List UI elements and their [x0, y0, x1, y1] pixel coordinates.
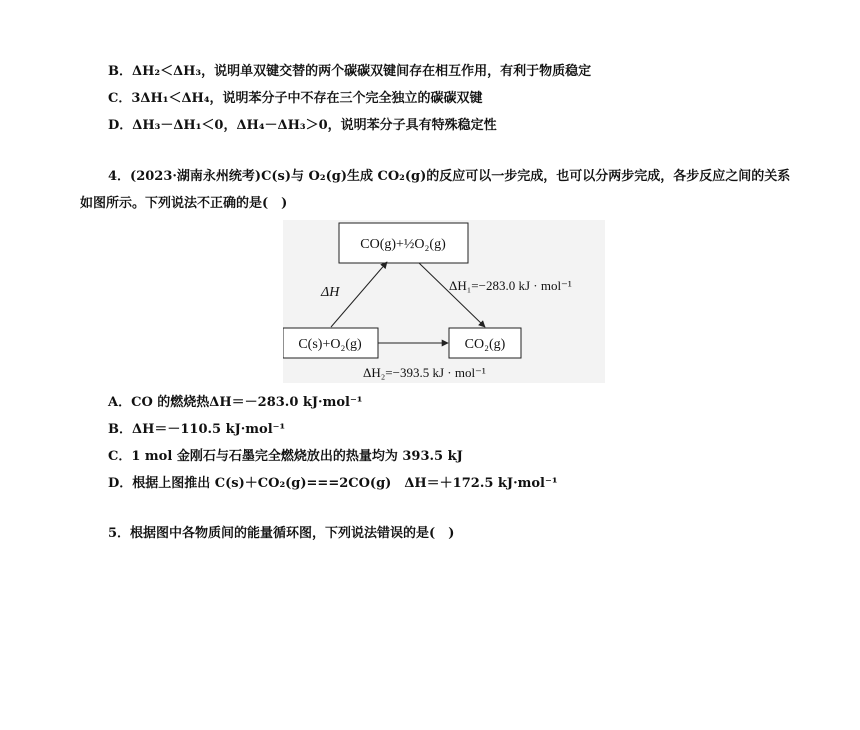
question-number: 5．: [108, 526, 131, 541]
option-letter: B．: [108, 422, 132, 437]
q3-option-b: [108, 64, 591, 80]
option-letter: C．: [108, 91, 132, 106]
option-letter: D．: [108, 476, 133, 491]
option-letter: A．: [108, 395, 132, 410]
right-box-label: CO₂(g): [464, 337, 506, 352]
left-box-label: C(s)+O₂(g): [298, 337, 362, 352]
label-delta-h: ΔH: [321, 285, 340, 300]
option-text: ΔH＝－110.5 kJ·mol⁻¹: [132, 422, 286, 437]
q4-option-a: [108, 395, 363, 411]
reaction-diagram: [283, 220, 605, 383]
top-box-label: CO(g)+½O₂(g): [360, 237, 446, 252]
option-text: ΔH₂＜ΔH₃，说明单双键交替的两个碳碳双键间存在相互作用，有利于物质稳定: [132, 64, 592, 79]
label-delta-h1: ΔH₁=−283.0 kJ · mol⁻¹: [449, 278, 572, 293]
q4-option-d: [108, 476, 558, 492]
option-text: 根据上图推出 C(s)＋CO₂(g)===2CO(g) ΔH＝＋172.5 kJ·mol⁻¹: [132, 476, 558, 491]
arrow-left: [331, 262, 387, 327]
q4-option-b: [108, 422, 285, 438]
q4-stem-line1: [108, 169, 790, 185]
option-letter: B．: [108, 64, 132, 79]
q4-option-c: [108, 449, 463, 465]
option-text: 3ΔH₁＜ΔH₄，说明苯分子中不存在三个完全独立的碳碳双键: [131, 91, 483, 106]
question-number: 4．: [108, 169, 131, 184]
q4-stem-line2: [80, 196, 287, 212]
q3-option-c: [108, 91, 483, 107]
question-stem: 根据图中各物质间的能量循环图，下列说法错误的是( ): [130, 526, 455, 541]
option-letter: C．: [108, 449, 132, 464]
question-source: (2023·湖南永州统考): [130, 169, 262, 184]
option-letter: D．: [108, 118, 133, 133]
option-text: ΔH₃－ΔH₁＜0，ΔH₄－ΔH₃＞0，说明苯分子具有特殊稳定性: [132, 118, 497, 133]
question-stem: C(s)与 O₂(g)生成 CO₂(g)的反应可以一步完成，也可以分两步完成，各步反应之间的关系: [261, 169, 791, 184]
option-text: 1 mol 金刚石与石墨完全燃烧放出的热量均为 393.5 kJ: [131, 449, 463, 464]
arrow-right: [419, 263, 485, 327]
q5-stem: [108, 526, 454, 542]
question-stem-cont: 如图所示。下列说法不正确的是( ): [80, 196, 288, 211]
option-text: CO 的燃烧热ΔH＝－283.0 kJ·mol⁻¹: [131, 395, 363, 410]
label-delta-h2: ΔH₂=−393.5 kJ · mol⁻¹: [363, 365, 486, 380]
q3-option-d: [108, 118, 497, 134]
